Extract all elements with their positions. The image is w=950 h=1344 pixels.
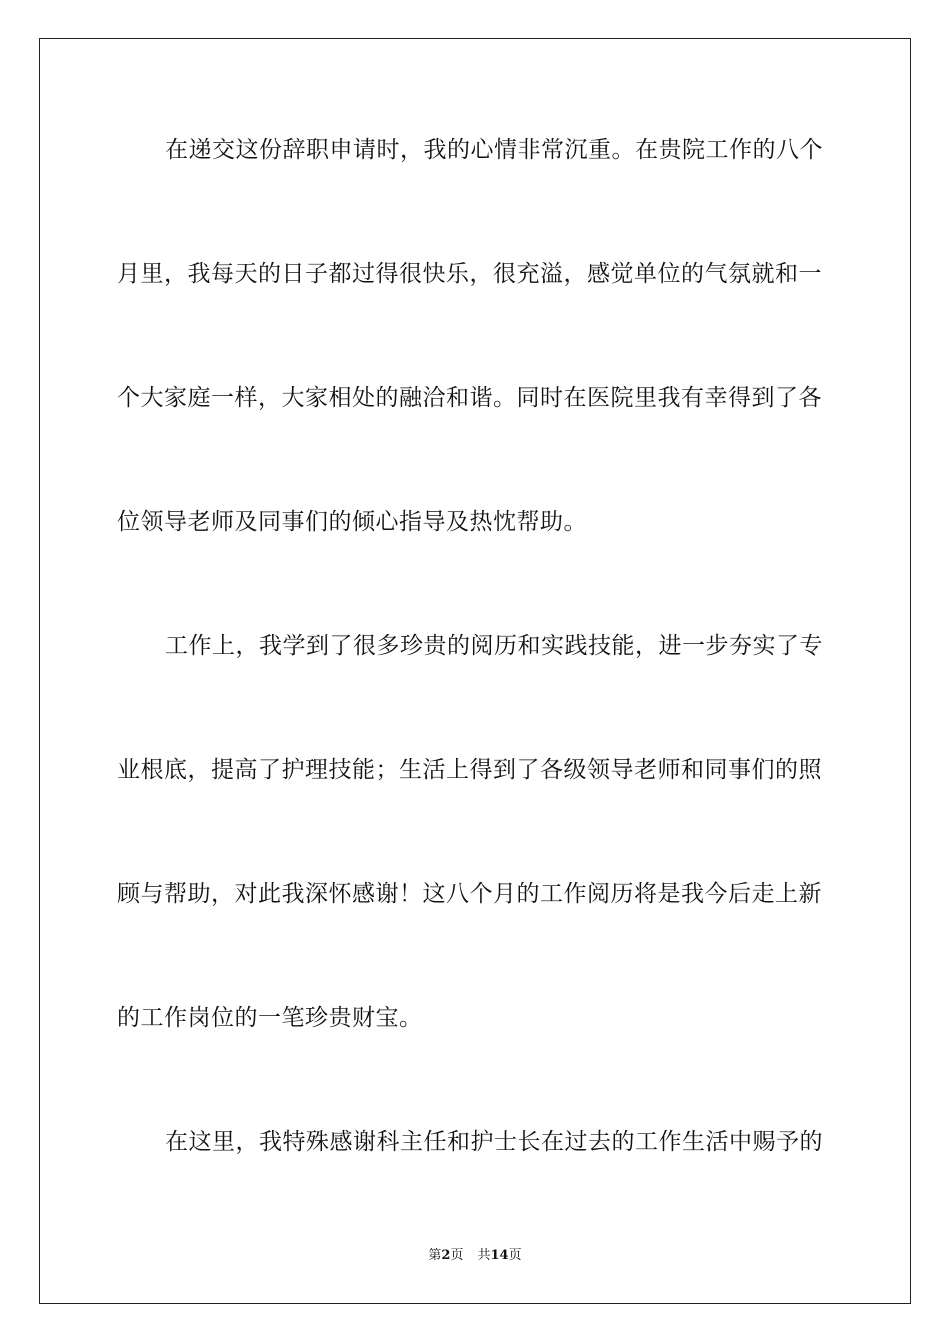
paragraph-2-line-4: 的工作岗位的一笔珍贵财宝。 [117,1005,423,1031]
total-suffix: 页 [508,1248,522,1263]
page-footer [0,1246,950,1266]
paragraph-3-line-1: 在这里，我特殊感谢科主任和护士长在过去的工作生活中赐予的 [165,1129,823,1155]
paragraph-2-line-1: 工作上，我学到了很多珍贵的阅历和实践技能，进一步夯实了专 [165,633,823,659]
paragraph-1-line-2: 月里，我每天的日子都过得很快乐，很充溢，感觉单位的气氛就和一 [117,261,822,287]
page-border [39,38,911,1304]
total-pages: 14 [490,1248,509,1263]
paragraph-1-line-3: 个大家庭一样，大家相处的融洽和谐。同时在医院里我有幸得到了各 [117,385,822,411]
page-number: 2 [441,1248,451,1263]
total-prefix: 共 [477,1248,491,1263]
page-prefix: 第 [428,1248,442,1263]
page-suffix: 页 [450,1248,464,1263]
paragraph-1-line-4: 位领导老师及同事们的倾心指导及热忱帮助。 [117,509,587,535]
paragraph-2-line-3: 顾与帮助，对此我深怀感谢！这八个月的工作阅历将是我今后走上新 [117,881,822,907]
paragraph-2-line-2: 业根底，提高了护理技能；生活上得到了各级领导老师和同事们的照 [117,757,822,783]
paragraph-1-line-1: 在递交这份辞职申请时，我的心情非常沉重。在贵院工作的八个 [165,137,823,163]
